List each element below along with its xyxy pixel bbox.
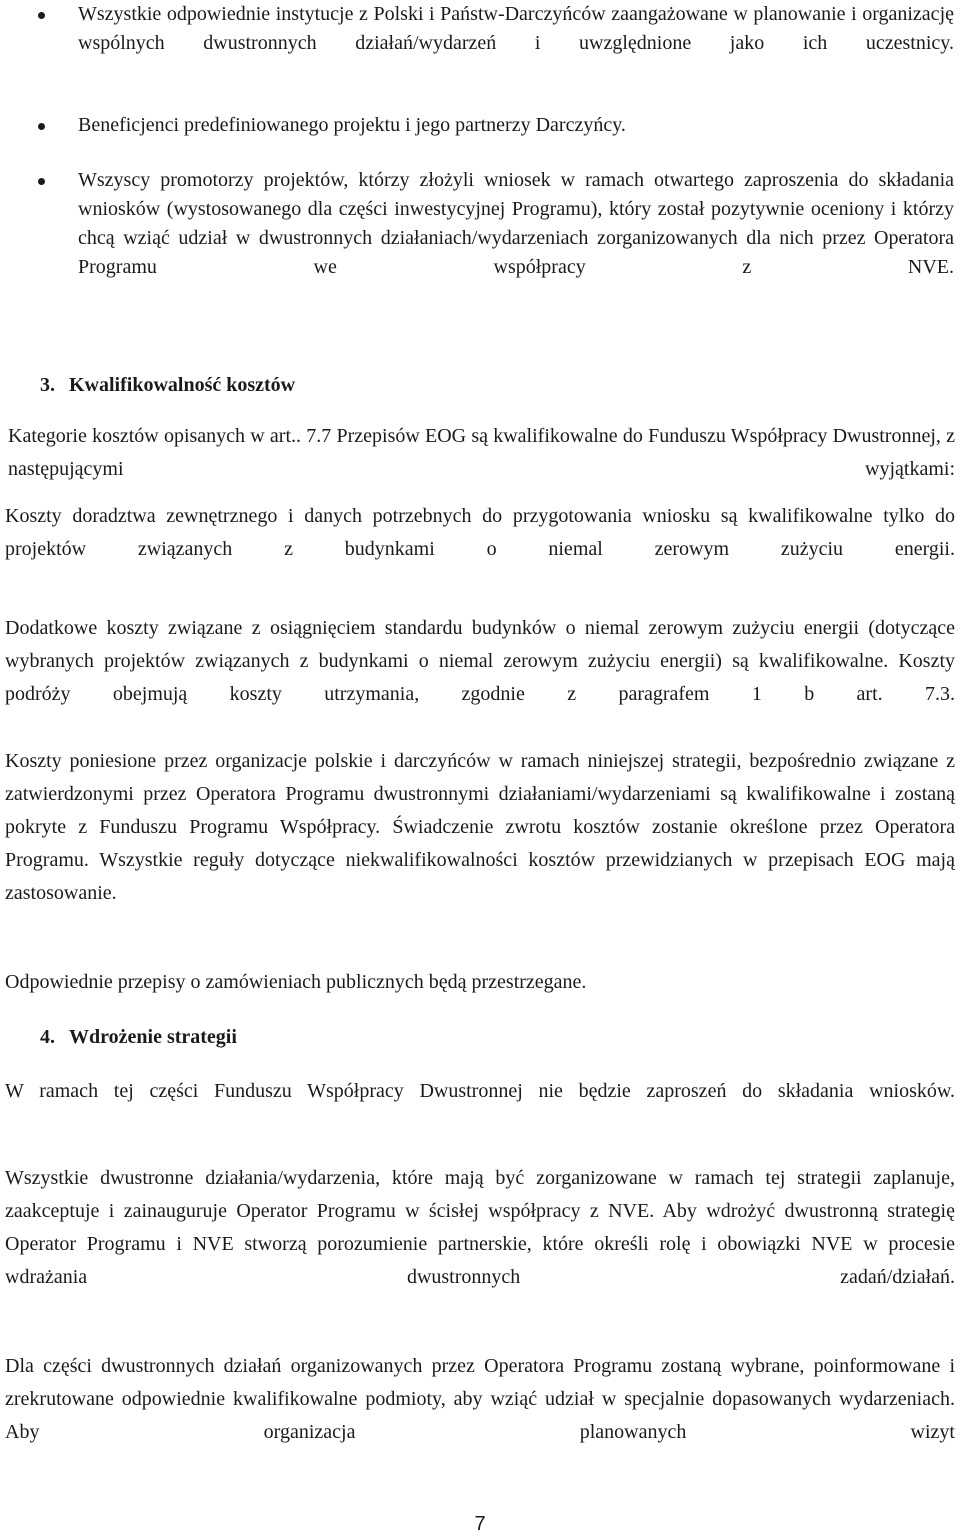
page-number: 7 bbox=[474, 1513, 486, 1535]
section-3-number: 3. bbox=[40, 374, 55, 396]
bullet-dot-icon bbox=[38, 12, 45, 19]
bullet-dot-icon bbox=[38, 178, 45, 185]
section-3-paragraph-2: Dodatkowe koszty związane z osiągnięciem standardu budynków o niemal zerowym zużyciu energii (dotyczące wybranych projektów związanych z budynkami o niemal zerowym zużyciu energii) są kwalifikowalne. Koszty podróży obejmują koszty utrzymania, zgodnie z paragrafem 1 b art. 7.3. bbox=[5, 617, 955, 705]
section-4-paragraph-1: W ramach tej części Funduszu Współpracy Dwustronnej nie będzie zaproszeń do składania wniosków. bbox=[5, 1080, 955, 1102]
section-3-heading bbox=[40, 372, 295, 398]
section-3-paragraph-4: Odpowiednie przepisy o zamówieniach publicznych będą przestrzegane. bbox=[5, 971, 587, 993]
section-3-title: Kwalifikowalność kosztów bbox=[69, 374, 296, 396]
section-4-title: Wdrożenie strategii bbox=[69, 1026, 237, 1048]
bullet-dot-icon bbox=[38, 123, 45, 130]
bullet-text: Beneficjenci predefiniowanego projektu i jego partnerzy Darczyńcy. bbox=[78, 114, 626, 136]
section-4-paragraph-2: Wszystkie dwustronne działania/wydarzenia, które mają być zorganizowane w ramach tej strategii zaplanuje, zaakceptuje i zainauguruje Operator Programu w ścisłej współpracy z NVE. Aby wdrożyć dwustronną strategię Operator Programu i NVE stworzą porozumienie partnerskie, które określi rolę i obowiązki NVE w procesie wdrażania dwustronnych zadań/działań. bbox=[5, 1167, 955, 1288]
bullet-text: Wszyscy promotorzy projektów, którzy złożyli wniosek w ramach otwartego zaproszenia do składania wniosków (wystosowanego dla części inwestycyjnej Programu), który został pozytywnie oceniony i którzy chcą wziąć udział w dwustronnych działaniach/wydarzeniach zorganizowanych dla nich przez Operatora Programu we współpracy z NVE. bbox=[78, 169, 954, 278]
bullet-text: Wszystkie odpowiednie instytucje z Polski i Państw-Darczyńców zaangażowane w planowanie i organizację wspólnych dwustronnych działań/wydarzeń i uwzględnione jako ich uczestnicy. bbox=[78, 3, 954, 54]
section-3-paragraph-3: Koszty poniesione przez organizacje polskie i darczyńców w ramach niniejszej strategii, bezpośrednio związane z zatwierdzonymi przez Operatora Programu dwustronnymi działaniami/wydarzeniami są kwalifikowalne i zostaną pokryte z Funduszu Programu Współpracy. Świadczenie zwrotu kosztów zostanie określone przez Operatora Programu. Wszystkie reguły dotyczące niekwalifikowalności kosztów przewidzianych w przepisach EOG mają zastosowanie. bbox=[5, 750, 955, 904]
section-3-intro: Kategorie kosztów opisanych w art.. 7.7 Przepisów EOG są kwalifikowalne do Funduszu Współpracy Dwustronnej, z następującymi wyjątkami: bbox=[8, 425, 955, 480]
section-4-heading bbox=[40, 1024, 237, 1050]
section-4-number: 4. bbox=[40, 1026, 55, 1048]
section-4-paragraph-3: Dla części dwustronnych działań organizowanych przez Operatora Programu zostaną wybrane, poinformowane i zrekrutowane odpowiednie kwalifikowalne podmioty, aby wziąć udział w specjalnie dopasowanych wydarzeniach. Aby organizacja planowanych wizyt bbox=[5, 1355, 955, 1443]
section-3-paragraph-1: Koszty doradztwa zewnętrznego i danych potrzebnych do przygotowania wniosku są kwalifikowalne tylko do projektów związanych z budynkami o niemal zerowym zużyciu energii. bbox=[5, 505, 955, 560]
